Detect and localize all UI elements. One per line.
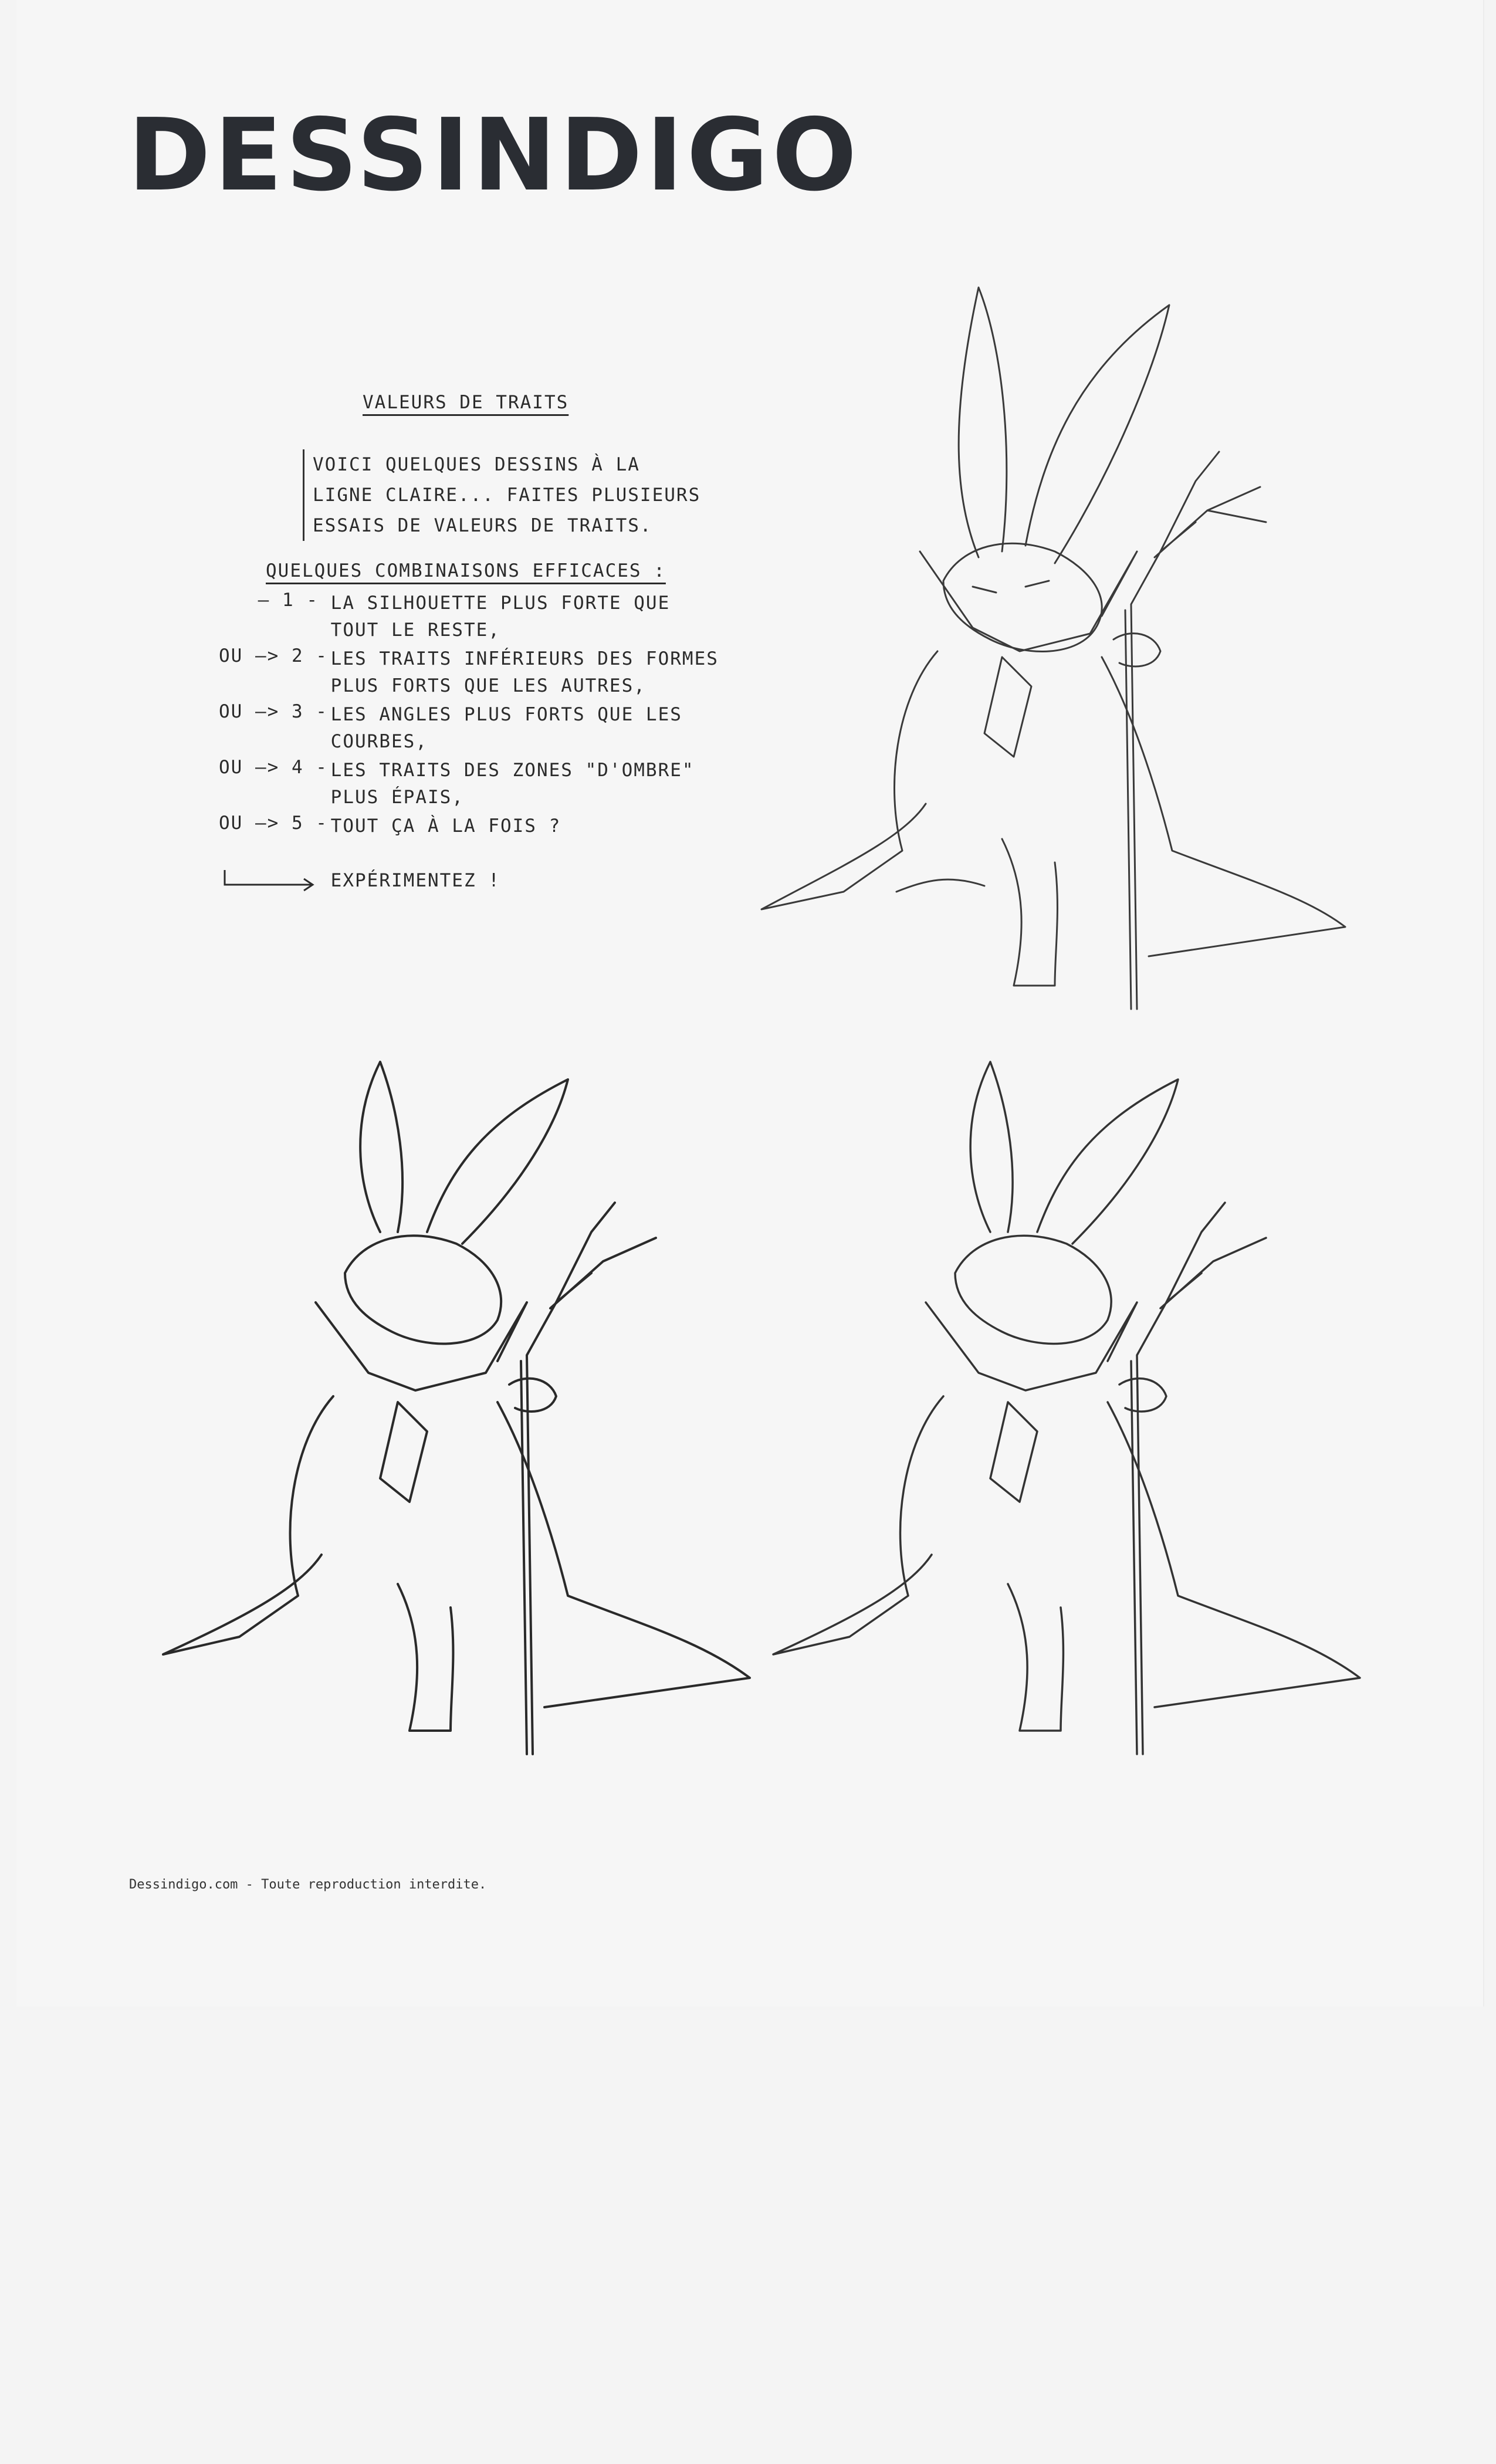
tie <box>990 1402 1037 1502</box>
ear-right <box>1037 1079 1178 1244</box>
item-line: LES ANGLES PLUS FORTS QUE LES <box>330 704 682 725</box>
drawing-sheet <box>16 0 1484 2006</box>
staff <box>1131 1203 1266 1754</box>
hand <box>1113 634 1160 666</box>
legs <box>896 839 1057 986</box>
item-prefix: OU —> 4 - <box>219 757 328 778</box>
item-text <box>331 645 719 699</box>
item-line: PLUS FORTS QUE LES AUTRES, <box>330 675 646 696</box>
robe <box>761 651 1345 956</box>
brand-logo: DESSINDIGO <box>128 97 861 214</box>
hand <box>1119 1379 1166 1412</box>
combinations-title: QUELQUES COMBINAISONS EFFICACES : <box>266 560 666 581</box>
legs <box>398 1584 453 1731</box>
rabbit-illustration-left <box>157 1056 761 1783</box>
robe <box>773 1396 1360 1707</box>
item-line: PLUS ÉPAIS, <box>330 787 464 808</box>
item-prefix: OU —> 3 - <box>219 701 328 722</box>
ear-left <box>970 1062 1013 1232</box>
combination-item <box>219 701 682 755</box>
item-line: LES TRAITS DES ZONES "D'OMBRE" <box>330 760 695 781</box>
item-prefix: OU —> 2 - <box>219 645 328 666</box>
eyes <box>973 581 1049 593</box>
intro-text <box>303 449 700 541</box>
item-text <box>331 757 695 811</box>
intro-line: VOICI QUELQUES DESSINS À LA <box>313 454 640 475</box>
head <box>345 1236 501 1343</box>
combination-item <box>219 645 719 699</box>
combination-item <box>219 590 670 644</box>
staff <box>1125 452 1266 1009</box>
intro-line: ESSAIS DE VALEURS DE TRAITS. <box>313 515 652 536</box>
ear-right <box>1025 305 1169 563</box>
legs <box>1008 1584 1063 1731</box>
robe <box>163 1396 750 1707</box>
ear-left <box>959 287 1007 557</box>
item-prefix: OU —> 5 - <box>219 813 328 834</box>
item-text <box>331 590 671 644</box>
item-text <box>331 813 561 840</box>
item-line: TOUT LE RESTE, <box>330 620 500 641</box>
ear-right <box>427 1079 568 1244</box>
item-text <box>331 701 682 755</box>
collar <box>316 1302 527 1390</box>
head <box>943 543 1102 651</box>
ear-left <box>360 1062 402 1232</box>
hand <box>509 1379 556 1412</box>
arrow-icon <box>219 867 319 901</box>
item-line: LA SILHOUETTE PLUS FORTE QUE <box>330 593 671 614</box>
rabbit-illustration-right <box>761 1056 1366 1783</box>
combination-item <box>219 813 561 840</box>
notes-title: VALEURS DE TRAITS <box>363 392 569 413</box>
staff <box>521 1203 656 1754</box>
collar <box>926 1302 1137 1390</box>
item-line: COURBES, <box>330 731 428 752</box>
tie <box>380 1402 427 1502</box>
conclusion-text: EXPÉRIMENTEZ ! <box>330 870 500 891</box>
footer-copyright: Dessindigo.com - Toute reproduction interdite. <box>129 1877 487 1892</box>
combination-item <box>219 757 695 811</box>
intro-line: LIGNE CLAIRE... FAITES PLUSIEURS <box>313 485 701 506</box>
item-prefix: — 1 - <box>258 590 319 611</box>
item-line: LES TRAITS INFÉRIEURS DES FORMES <box>330 648 719 669</box>
rabbit-illustration-top <box>750 276 1354 1027</box>
item-line: TOUT ÇA À LA FOIS ? <box>330 815 561 837</box>
head <box>955 1236 1111 1343</box>
conclusion <box>219 867 500 901</box>
tie <box>984 657 1031 757</box>
